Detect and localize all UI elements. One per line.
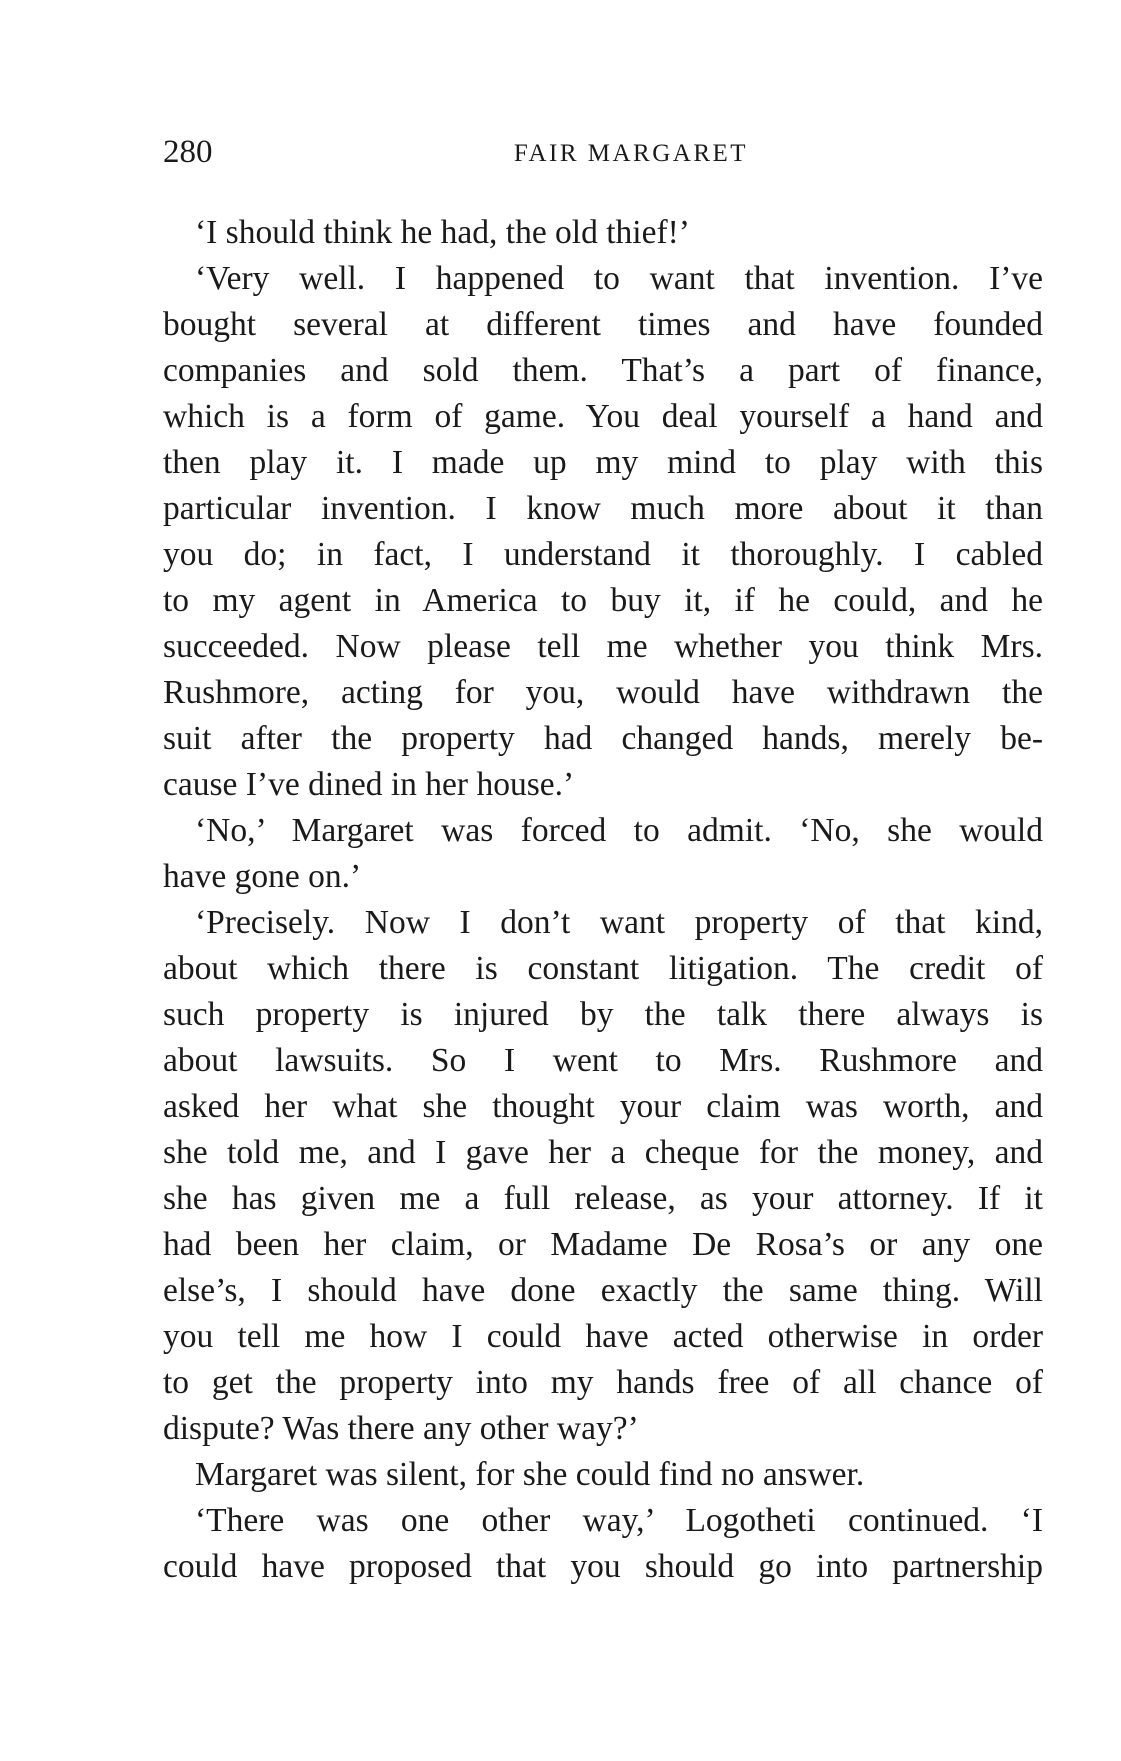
running-head: FAIR MARGARET [513, 140, 749, 167]
text-line: such property is injured by the talk there always is [163, 996, 1043, 1033]
text-line: which is a form of game. You deal yourself a hand and [163, 398, 1043, 435]
text-line: succeeded. Now please tell me whether you think Mrs. [163, 628, 1043, 665]
text-line: else’s, I should have done exactly the same thing. Will [163, 1272, 1043, 1309]
text-line: particular invention. I know much more about it than [163, 490, 1043, 527]
text-line: ‘There was one other way,’ Logotheti continued. ‘I [195, 1502, 1043, 1539]
text-line: about which there is constant litigation. The credit of [163, 950, 1043, 987]
text-line: suit after the property had changed hands, merely be- [163, 720, 1043, 757]
text-line: about lawsuits. So I went to Mrs. Rushmore and [163, 1042, 1043, 1079]
text-line: cause I’ve dined in her house.’ [163, 766, 575, 803]
text-line: ‘Very well. I happened to want that invention. I’ve [195, 260, 1043, 297]
text-line: she has given me a full release, as your attorney. If it [163, 1180, 1043, 1217]
text-line: she told me, and I gave her a cheque for the money, and [163, 1134, 1043, 1171]
text-line: have gone on.’ [163, 858, 362, 895]
text-line: bought several at different times and have founded [163, 306, 1043, 343]
text-line: to my agent in America to buy it, if he could, and he [163, 582, 1043, 619]
text-line: could have proposed that you should go into partnership [163, 1548, 1043, 1585]
text-line: asked her what she thought your claim was worth, and [163, 1088, 1043, 1125]
text-line: you tell me how I could have acted otherwise in order [163, 1318, 1043, 1355]
text-line: then play it. I made up my mind to play with this [163, 444, 1043, 481]
text-line: ‘No,’ Margaret was forced to admit. ‘No, she would [195, 812, 1043, 849]
text-line: companies and sold them. That’s a part of finance, [163, 352, 1043, 389]
body-text [163, 210, 1043, 1590]
text-line: ‘I should think he had, the old thief!’ [195, 214, 690, 251]
text-line: had been her claim, or Madame De Rosa’s or any one [163, 1226, 1043, 1263]
text-line: ‘Precisely. Now I don’t want property of that kind, [195, 904, 1043, 941]
text-line: dispute? Was there any other way?’ [163, 1410, 639, 1447]
text-line: to get the property into my hands free of all chance of [163, 1364, 1043, 1401]
page-number: 280 [163, 134, 213, 170]
text-line: Rushmore, acting for you, would have withdrawn the [163, 674, 1043, 711]
page-header [163, 128, 1043, 176]
text-line: you do; in fact, I understand it thoroughly. I cabled [163, 536, 1043, 573]
text-line: Margaret was silent, for she could find no answer. [195, 1456, 865, 1493]
